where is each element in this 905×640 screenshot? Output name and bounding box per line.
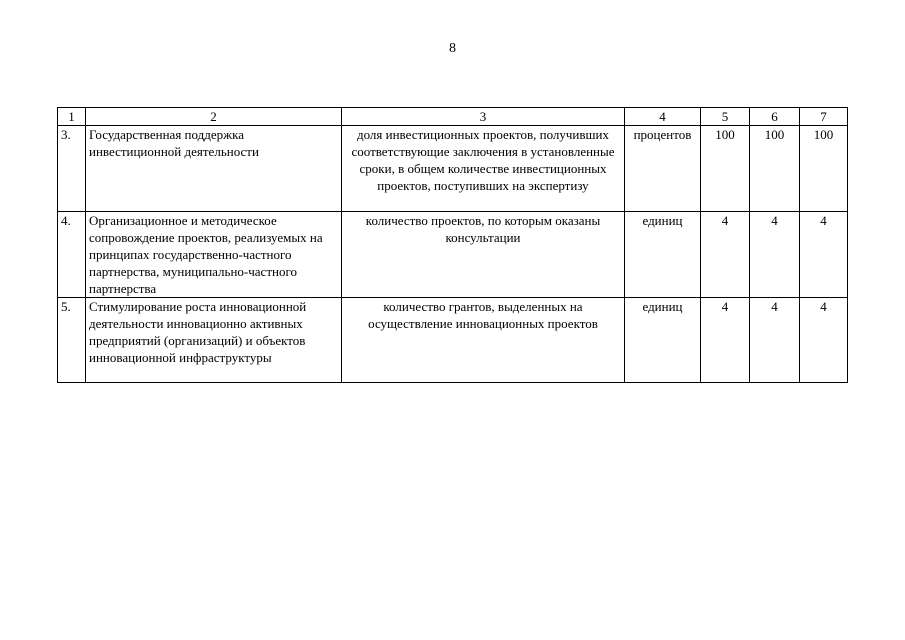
value-col-6: 100 (750, 126, 800, 212)
unit-of-measure: единиц (625, 212, 701, 298)
unit-of-measure: процентов (625, 126, 701, 212)
value-col-6: 4 (750, 212, 800, 298)
table-row (58, 126, 848, 212)
column-header: 2 (86, 108, 342, 126)
indicators-table (57, 107, 848, 383)
value-col-7: 4 (800, 298, 848, 383)
column-header: 6 (750, 108, 800, 126)
column-header: 5 (701, 108, 750, 126)
value-col-6: 4 (750, 298, 800, 383)
value-col-5: 4 (701, 298, 750, 383)
table-header-row (58, 108, 848, 126)
task-name: Государственная поддержка инвестиционной деятельности (86, 126, 342, 212)
indicator-text: доля инвестиционных проектов, получивших соответствующие заключения в установленные сроки, в общем количестве инвестиционных проектов, поступивших на экспертизу (342, 126, 625, 212)
row-number: 3. (58, 126, 86, 212)
task-name: Стимулирование роста инновационной деятельности инновационно активных предприятий (организаций) и объектов инновационной инфраструктуры (86, 298, 342, 383)
row-number: 5. (58, 298, 86, 383)
indicator-text: количество проектов, по которым оказаны консультации (342, 212, 625, 298)
column-header: 7 (800, 108, 848, 126)
value-col-5: 4 (701, 212, 750, 298)
indicator-text: количество грантов, выделенных на осуществление инновационных проектов (342, 298, 625, 383)
table-row (58, 212, 848, 298)
value-col-7: 4 (800, 212, 848, 298)
task-name: Организационное и методическое сопровождение проектов, реализуемых на принципах государственно-частного партнерства, муниципально-частного партнерства (86, 212, 342, 298)
page-number: 8 (449, 41, 456, 56)
unit-of-measure: единиц (625, 298, 701, 383)
value-col-5: 100 (701, 126, 750, 212)
column-header: 4 (625, 108, 701, 126)
row-number: 4. (58, 212, 86, 298)
column-header: 1 (58, 108, 86, 126)
table-row (58, 298, 848, 383)
column-header: 3 (342, 108, 625, 126)
value-col-7: 100 (800, 126, 848, 212)
